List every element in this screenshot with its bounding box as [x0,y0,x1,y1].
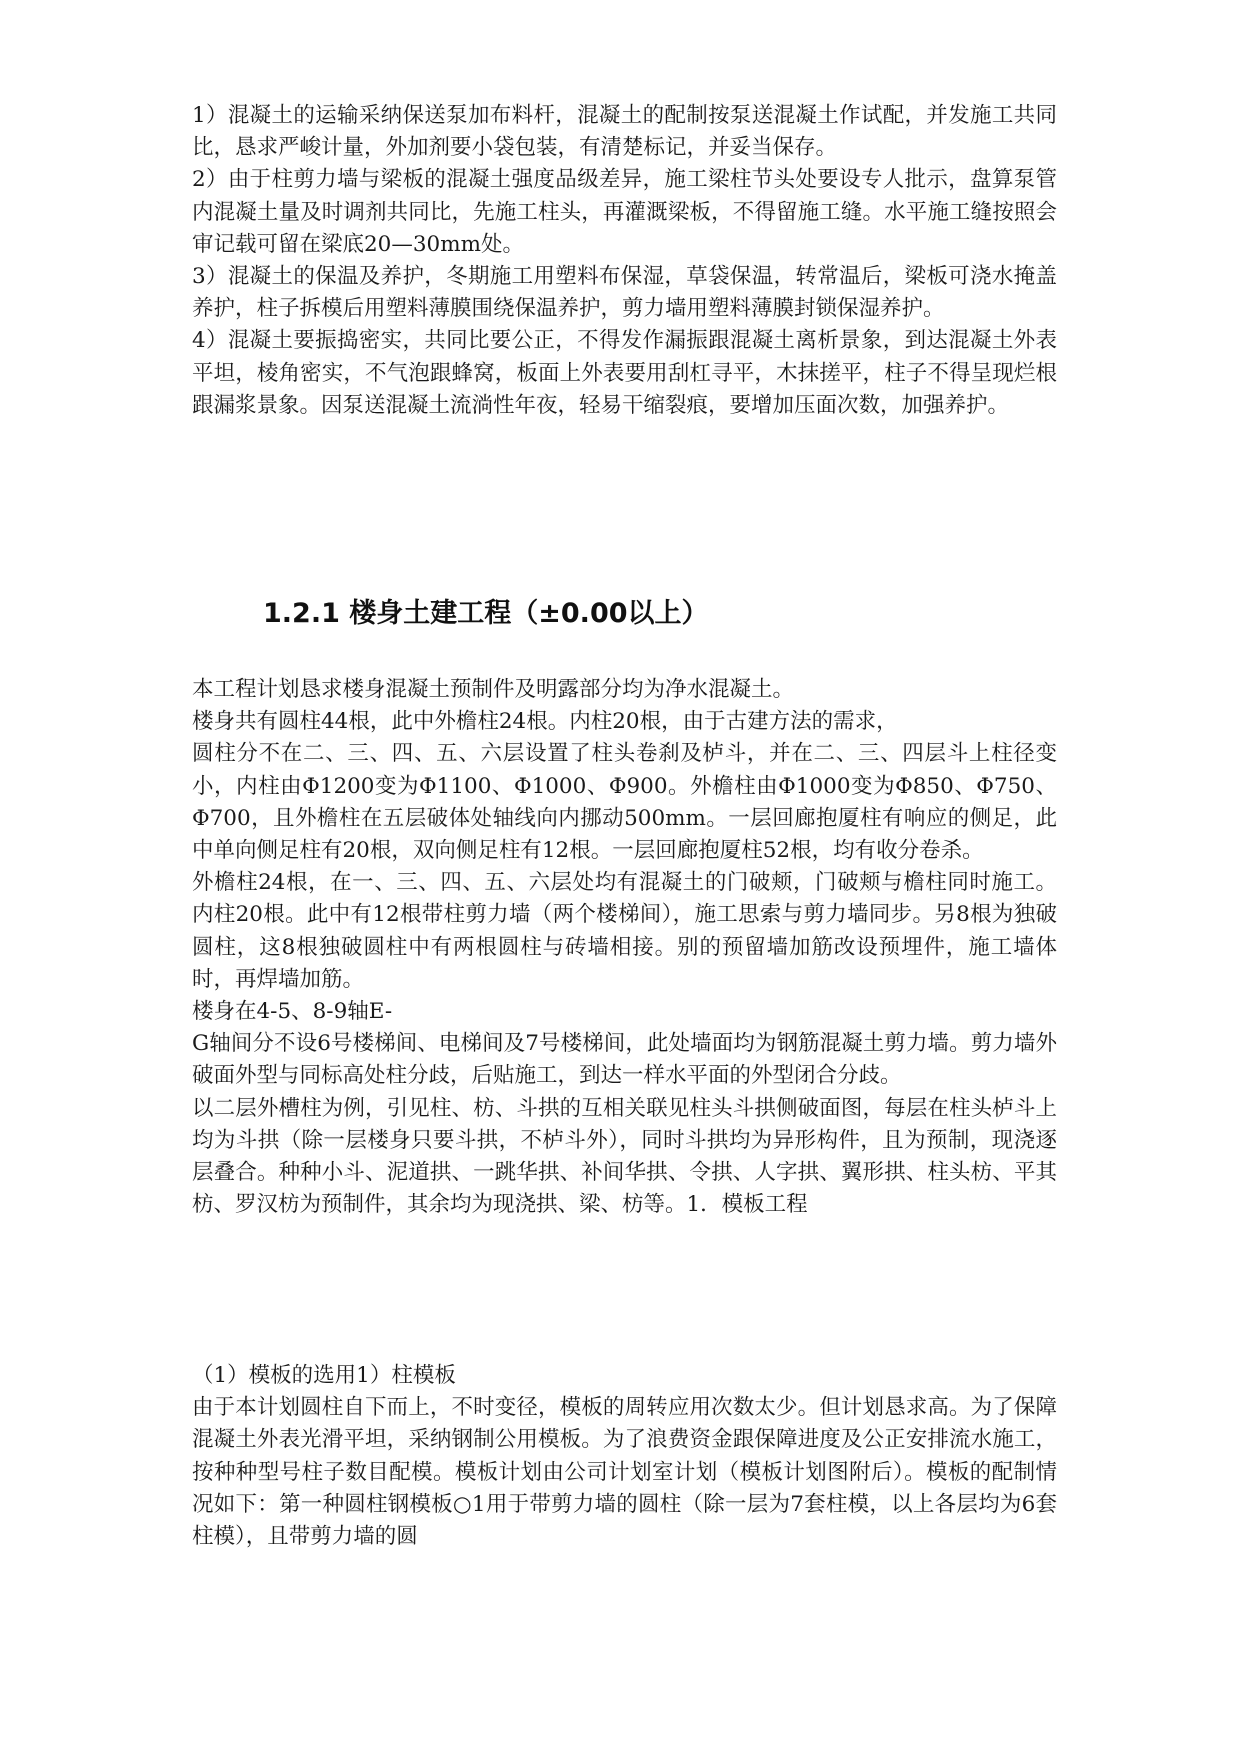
paragraph-axis-location: 楼身在4-5、8-9轴E- [192,999,393,1025]
building-body-section [192,674,1057,1221]
paragraph-columns-count: 楼身共有圆柱44根，此中外檐柱24根。内柱20根，由于古建方法的需求， [192,709,898,735]
paragraph-formwork-heading: （1）模板的选用1）柱模板 [192,1363,456,1388]
paragraph-formwork-details: 由于本计划圆柱自下而上，不时变径，模板的周转应用次数太少。但计划恳求高。为了保障混凝土外表光滑平坦，采纳钢制公用模板。为了浪费资金跟保障进度及公正安排流水施工，按种种型号柱子数目配模。模板计划由公司计划室计划（模板计划图附后）。模板的配制情况如下：第一种圆柱钢模板○1用于带剪力墙的圆柱（除一层为7套柱模，以上各层均为6套柱模），且带剪力墙的圆 [192,1395,1057,1550]
construction-notes-section [192,100,1057,422]
paragraph-column-diameters: 圆柱分不在二、三、四、五、六层设置了柱头卷刹及栌斗，并在二、三、四层斗上柱径变小，内柱由Φ1200变为Φ1100、Φ1000、Φ900。外檐柱由Φ1000变为Φ850、Φ750、Φ700，且外檐柱在五层破体处轴线向内挪动500mm。一层回廊抱厦柱有响应的侧足，此中单向侧足柱有20根，双向侧足柱有12根。一层回廊抱厦柱52根，均有收分卷杀。 [192,741,1057,864]
paragraph-construction-joints: 2）由于柱剪力墙与梁板的混凝土强度品级差异，施工梁柱节头处要设专人批示，盘算泵管内混凝土量及时调剂共同比，先施工柱头，再灌溉梁板，不得留施工缝。水平施工缝按照会审记载可留在梁底20—30mm处。 [192,167,1057,257]
paragraph-outer-columns: 外檐柱24根，在一、三、四、五、六层处均有混凝土的门破颊，门破颊与檐柱同时施工。内柱20根。此中有12根带柱剪力墙（两个楼梯间），施工思索与剪力墙同步。另8根为独破圆柱，这8根独破圆柱中有两根圆柱与砖墙相接。别的预留墙加筋改设预埋件，施工墙体时，再焊墙加筋。 [192,870,1057,992]
paragraph-vibration: 4）混凝土要振捣密实，共同比要公正，不得发作漏振跟混凝土离析景象，到达混凝土外表平坦，棱角密实，不气泡跟蜂窝，板面上外表要用刮杠寻平，木抹搓平，柱子不得呈现烂根跟漏浆景象。因泵送混凝土流淌性年夜，轻易干缩裂痕，要增加压面次数，加强养护。 [192,328,1057,418]
paragraph-curing: 3）混凝土的保温及养护，冬期施工用塑料布保湿，草袋保温，转常温后，梁板可浇水掩盖养护，柱子拆模后用塑料薄膜围绕保温养护，剪力墙用塑料薄膜封锁保湿养护。 [192,264,1057,322]
paragraph-stairwells: G轴间分不设6号楼梯间、电梯间及7号楼梯间，此处墙面均为钢筋混凝土剪力墙。剪力墙外破面外型与同标高处柱分歧，后贴施工，到达一样水平面的外型闭合分歧。 [192,1031,1057,1089]
paragraph-bracket-sets: 以二层外槽柱为例，引见柱、枋、斗拱的互相关联见柱头斗拱侧破面图，每层在柱头栌斗上均为斗拱（除一层楼身只要斗拱，不栌斗外），同时斗拱均为异形构件，且为预制，现浇逐层叠合。种种小斗、泥道拱、一跳华拱、补间华拱、令拱、人字拱、翼形拱、柱头枋、平其枋、罗汉枋为预制件，其余均为现浇拱、梁、枋等。1．模板工程 [192,1095,1057,1218]
section-heading: 1.2.1 楼身土建工程（±0.00以上） [263,598,709,629]
formwork-section [192,1360,1057,1553]
paragraph-concrete-transport: 1）混凝土的运输采纳保送泵加布料杆，混凝土的配制按泵送混凝土作试配，并发施工共同比，恳求严峻计量，外加剂要小袋包装，有清楚标记，并妥当保存。 [192,103,1057,161]
paragraph-intro: 本工程计划恳求楼身混凝土预制件及明露部分均为净水混凝土。 [192,677,795,702]
